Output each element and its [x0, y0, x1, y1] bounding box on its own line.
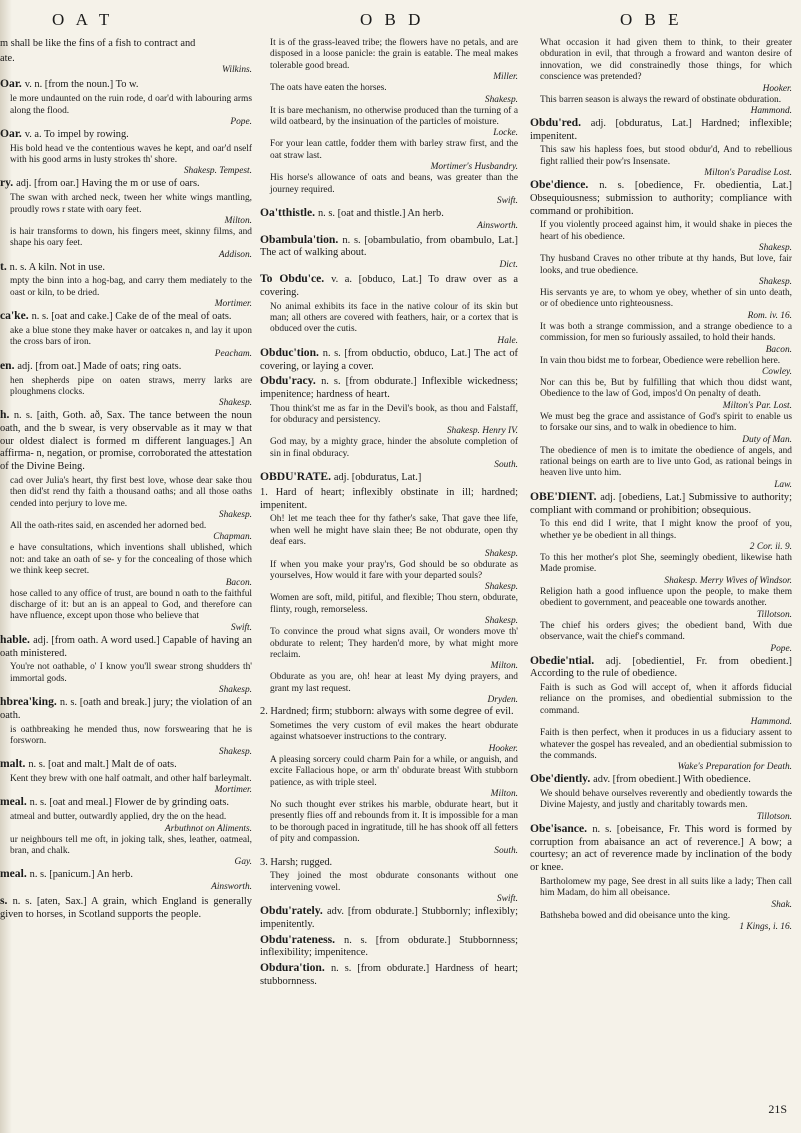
definition: v. n. [from the noun.] To w.: [24, 79, 139, 91]
headword: Obedie'ntial.: [530, 653, 606, 667]
definition: n. s. [aten, Sax.] A grain, which England is generally given to horses, in Scotland supports the people.: [0, 896, 252, 920]
quotation: Kent they brew with one half oatmalt, and other half barleymalt.: [10, 774, 252, 785]
entry-text: [270, 139, 518, 173]
entry-text: [540, 38, 792, 95]
citation: Shakesp.: [218, 398, 252, 409]
quotation: The chief his orders gives; the obedient band, With due observance, wait the chief's command.: [540, 620, 792, 643]
entry-text: [540, 378, 792, 412]
citation: Hooker.: [488, 743, 518, 754]
dictionary-entry: [260, 934, 518, 960]
quotation: atmeal and butter, outwardly applied, dry the on the head.: [10, 812, 227, 823]
entry-text: [540, 412, 792, 446]
citation: Hammond.: [750, 106, 792, 117]
page-number: 21S: [768, 1102, 787, 1116]
headword: t.: [0, 259, 10, 273]
headword: Obdu'red.: [530, 116, 591, 130]
entry-text: [10, 376, 252, 410]
citation: South.: [494, 460, 518, 471]
entry-text: [270, 800, 518, 857]
definition: v. a. [obduco, Lat.] To draw over as a covering.: [260, 274, 518, 298]
entry-text: [270, 755, 518, 800]
definition: ate.: [0, 52, 15, 64]
entry-text: [540, 877, 792, 911]
entry-text: [270, 83, 518, 105]
quotation: In vain thou bidst me to forbear, Obedience were rebellion here.: [540, 355, 781, 366]
definition: 3. Harsh; rugged.: [260, 856, 333, 868]
dictionary-entry: [0, 796, 252, 810]
citation: Pope.: [770, 643, 792, 654]
quotation: His horse's allowance of oats and beans, was greater than the journey required.: [270, 173, 518, 195]
entry-text: [10, 543, 252, 588]
headword: Obdu'racy.: [260, 374, 322, 388]
entry-text: [270, 593, 518, 627]
citation: Dict.: [499, 260, 518, 271]
entry-text: [540, 553, 792, 587]
citation: Shakesp. Tempest.: [183, 166, 252, 177]
citation: Hammond.: [750, 717, 792, 728]
citation: Tillotson.: [756, 609, 792, 620]
entry-text: [270, 106, 518, 140]
dictionary-entry: [0, 261, 252, 275]
quotation: Nor can this be, But by fulfilling that which thou didst want, Obedience to the law of God, impos'd On penalty of death.: [540, 378, 792, 400]
running-head-right: O B E: [620, 10, 683, 29]
citation: Addison.: [218, 249, 252, 260]
citation: South.: [494, 845, 518, 856]
dictionary-entry: [0, 895, 252, 921]
quotation: Oh! let me teach thee for thy father's sake, That gave thee life, when well he might have slain thee; Be not obdurate, open thy deaf ears.: [270, 514, 518, 548]
citation: Shak.: [771, 899, 792, 910]
citation: Gay.: [234, 857, 252, 868]
citation: Tillotson.: [756, 811, 792, 822]
quotation: Women are soft, mild, pitiful, and flexible; Thou stern, obdurate, flinty, rough, remorseless.: [270, 593, 518, 615]
entry-text: [270, 302, 518, 347]
citation: Hale.: [497, 335, 518, 346]
quotation: ake a blue stone they make haver or oatcakes n, and lay it upon the cross bars of iron.: [10, 325, 252, 348]
quotation: All the oath-rites said, en ascended her adorned bed.: [10, 521, 207, 532]
entry-text: [270, 404, 518, 438]
citation: Cowley.: [762, 367, 792, 378]
quotation: To this end did I write, that I might know the proof of you, whether ye be obedient in all things.: [540, 519, 792, 541]
entry-text: [270, 38, 518, 83]
dictionary-entry: [0, 128, 252, 142]
quotation: le more undaunted on the ruin rode, d oar'd with labouring arms along the flood.: [10, 94, 252, 116]
entry-text: [10, 521, 252, 543]
dictionary-entry: [0, 409, 252, 474]
quotation: A pleasing sorcery could charm Pain for a while, or anguish, and excite Fallacious hope, or arm th' obdurate breast With stubborn patience, as with triple steel.: [270, 754, 518, 788]
dictionary-entry: [530, 655, 792, 681]
dictionary-entry: [530, 491, 792, 517]
dictionary-entry: [260, 962, 518, 988]
quotation: What occasion it had given them to think, to their greater obduration in evil, that through a froward and wanton desire of innovation, we did constrainedly those things, for which conscience was pretended?: [540, 38, 792, 83]
quotation: To convince the proud what signs avail, Or wonders move th' obdurate to relent; They harden'd more, by what might more reclaim.: [270, 627, 518, 660]
definition: adj. [obediens, Lat.] Submissive to authority; compliant with command or prohibition; obsequious.: [530, 491, 792, 516]
definition: adj. [obduratus, Lat.] Hardned; inflexible; impenitent.: [530, 118, 792, 142]
citation: Locke.: [493, 128, 518, 139]
entry-text: [540, 254, 792, 288]
quotation: Thou think'st me as far in the Devil's book, as thou and Falstaff, for obduracy and persistency.: [270, 403, 518, 426]
definition: n. s. [aith, Goth. að, Sax. The tance between the noun oath, and the b swear, is very observable as it may w that our oldest dialect is formed m different languages.] An affirma- n, negation, or promise, corroborated the attestation of the Divine Being.: [0, 410, 252, 473]
dictionary-entry: [530, 117, 792, 143]
citation: Hooker.: [762, 83, 792, 94]
citation: Shakesp.: [218, 747, 252, 758]
quotation: cad over Julia's heart, thy first best love, whose dear sake thou then did'st rend thy faith a thousand oaths; and all those oaths cended into perjury to love me.: [10, 475, 252, 509]
headword: Oa'tthistle.: [260, 206, 318, 220]
dictionary-entry: [530, 773, 792, 787]
entry-text: [540, 621, 792, 655]
dictionary-entry: [260, 471, 518, 485]
quotation: This saw his hapless foes, but stood obdur'd, And to rebellious fight rallied their pow'rs Insensate.: [540, 145, 792, 167]
quotation: ur neighbours tell me oft, in joking talk, shes, leather, oatmeal, bran, and chalk.: [10, 834, 252, 856]
citation: Miller.: [493, 72, 518, 83]
definition: v. a. To impel by rowing.: [24, 128, 129, 140]
dictionary-entry: [0, 634, 252, 660]
quotation: We should behave ourselves reverently and obediently towards the Divine Majesty, and justly and charitably towards men.: [540, 789, 792, 811]
definition: 1. Hard of heart; inflexibly obstinate in ill; hardned; impenitent.: [260, 486, 518, 511]
definition: n. s. A kiln. Not in use.: [9, 261, 105, 273]
dictionary-entry: [530, 179, 792, 218]
citation: Shakesp.: [218, 685, 252, 696]
citation: Swift.: [496, 894, 518, 905]
quotation: is hair transforms to down, his fingers meet, skinny films, and shape his oary feet.: [10, 226, 252, 249]
definition: adv. [from obedient.] With obedience.: [593, 774, 751, 786]
quotation: His servants ye are, to whom ye obey, whether of sin unto death, or of obedience unto righteousness.: [540, 287, 792, 310]
entry-text: [270, 173, 518, 207]
headword: Oar.: [0, 126, 25, 140]
headword: Obe'dience.: [530, 178, 600, 192]
citation: Mortimer.: [214, 299, 252, 310]
entry-text: [540, 683, 792, 728]
citation: Mortimer's Husbandry.: [430, 162, 518, 173]
citation: Shakesp.: [484, 94, 518, 105]
quotation: We must beg the grace and assistance of God's spirit to enable us to forsake our sins, and to walk in obedience to him.: [540, 411, 792, 434]
dictionary-entry: [0, 78, 252, 92]
headword: Obdura'tion.: [260, 960, 331, 974]
quotation: mpty the binn into a hog-bag, and carry them mediately to the oast or kiln, to be dried.: [10, 276, 252, 298]
entry-text: [10, 774, 252, 796]
citation: Peacham.: [214, 348, 252, 359]
entry-text: [540, 587, 792, 621]
citation: Swift.: [496, 196, 518, 207]
quotation: No animal exhibits its face in the native colour of its skin but man; all others are covered with feathers, hair, or a cortex that is obduced over the cutis.: [270, 301, 518, 335]
definition: n. s. [obambulatio, from obambulo, Lat.] The act of walking about.: [260, 234, 518, 259]
quotation: His bold head ve the contentious waves he kept, and oar'd nself with his good arms in lusty strokes th' shore.: [10, 143, 252, 166]
citation: Shakesp.: [758, 243, 792, 254]
definition: m shall be like the fins of a fish to contract and: [0, 38, 196, 49]
quotation: It is bare mechanism, no otherwise produced than the turning of a wild oatbeard, by the insinuation of the particles of moisture.: [270, 105, 518, 128]
quotation: hen shepherds pipe on oaten straws, merry larks are ploughmens clocks.: [10, 375, 252, 397]
citation: Ainsworth.: [211, 882, 252, 893]
dictionary-entry: [260, 347, 518, 373]
entry-text: [540, 446, 792, 491]
quotation: The obedience of men is to imitate the obedience of angels, and rational beings on earth are to live unto God, as rational beings in heaven live unto him.: [540, 445, 792, 479]
entry-text: [270, 627, 518, 672]
citation: Rom. iv. 16.: [747, 310, 792, 321]
definition: n. s. [from obdurate.] Hardness of heart; stubbornness.: [260, 962, 518, 987]
entry-text: [540, 288, 792, 322]
headword: Obe'diently.: [530, 772, 594, 786]
quotation: Thy husband Craves no other tribute at thy hands, But love, fair looks, and true obedience.: [540, 254, 792, 276]
column-left: [0, 38, 252, 1123]
citation: Wake's Preparation for Death.: [677, 762, 792, 773]
running-head-middle: O B D: [360, 10, 425, 29]
definition: adj. [from oat.] Made of oats; ring oats.: [17, 360, 182, 372]
quotation: Religion hath a good influence upon the people, to make them obedient to government, and peaceable one towards another.: [540, 586, 792, 609]
citation: Pope.: [230, 116, 252, 127]
headword: ca'ke.: [0, 309, 32, 323]
headword: Obambula'tion.: [260, 232, 343, 246]
citation: Law.: [774, 479, 792, 490]
entry-text: [260, 706, 518, 719]
definition: adj. [from oath. A word used.] Capable of having an oath ministered.: [0, 634, 252, 659]
citation: Swift.: [230, 622, 252, 633]
entry-text: [10, 94, 252, 128]
quotation: If you violently proceed against him, it would shake in pieces the heart of his obedience.: [540, 220, 792, 242]
quotation: Faith is then perfect, when it produces in us a fiduciary assent to whatever the gospel has revealed, and an obediential submission to the commands.: [540, 728, 792, 761]
dictionary-entry: [530, 823, 792, 875]
definition: n. s. [oath and break.] jury; the violation of an oath.: [0, 697, 252, 721]
definition: n. s. [oat and cake.] Cake de of the meal of oats.: [31, 311, 232, 323]
entry-text: [540, 519, 792, 553]
definition: n. s. [from obdurate.] Stubbornness; inflexibility; impenitence.: [260, 934, 518, 959]
entry-text: [10, 326, 252, 360]
headword: To Obdu'ce.: [260, 272, 332, 286]
definition: n. s. [obedience, Fr. obedientia, Lat.] Obsequiousness; submission to authority; compliance with command or prohibition.: [530, 180, 792, 217]
entry-text: [270, 721, 518, 755]
headword: meal.: [0, 795, 30, 809]
entry-text: [10, 227, 252, 261]
quotation: is oathbreaking he mended thus, now forswearing that he is forsworn.: [10, 724, 252, 746]
citation: Mortimer.: [214, 785, 252, 796]
quotation: To this her mother's plot She, seemingly obedient, likewise hath Made promise.: [540, 553, 792, 575]
dictionary-entry: [0, 360, 252, 374]
citation: Shakesp.: [484, 582, 518, 593]
entry-text: [270, 560, 518, 594]
headword: ry.: [0, 176, 17, 190]
entry-text: [270, 871, 518, 905]
definition: n. s. [oat and malt.] Malt de of oats.: [28, 759, 177, 771]
dictionary-entry: [260, 905, 518, 931]
entry-text: [260, 487, 518, 512]
dictionary-entry: [0, 758, 252, 772]
entry-text: [0, 53, 252, 77]
headword: en.: [0, 358, 18, 372]
entry-text: [540, 789, 792, 823]
dictionary-entry: [260, 234, 518, 271]
entry-text: [10, 193, 252, 227]
entry-text: [10, 725, 252, 759]
quotation: Faith is such as God will accept of, when it affords fiducial reliance on the promises, and obediential submission to the command.: [540, 682, 792, 716]
quotation: It is of the grass-leaved tribe; the flowers have no petals, and are disposed in a loose panicle: the grain is eatable. The meal makes tolerable good bread.: [270, 38, 518, 71]
headword: hbrea'king.: [0, 695, 60, 709]
headword: s.: [0, 894, 13, 908]
headword: Obdu'rately.: [260, 904, 328, 918]
entry-text: [540, 911, 792, 933]
running-head-left: O A T: [52, 10, 114, 29]
entry-text: [540, 728, 792, 773]
entry-text: [10, 276, 252, 310]
definition: adj. [obedientiel, Fr. from obedient.] According to the rule of obedience.: [530, 655, 792, 680]
dictionary-entry: [0, 177, 252, 191]
citation: Milton.: [224, 215, 252, 226]
dictionary-entry: [260, 273, 518, 299]
dictionary-entry: [0, 696, 252, 722]
quotation: Bathsheba bowed and did obeisance unto the king.: [540, 910, 731, 921]
quotation: God may, by a mighty grace, hinder the absolute completion of sin in final obduracy.: [270, 437, 518, 459]
entry-text: [270, 437, 518, 471]
definition: adj. [obduratus, Lat.]: [333, 472, 422, 484]
headword: OBE'DIENT.: [530, 489, 601, 503]
headword: Obduc'tion.: [260, 345, 323, 359]
entry-text: [10, 812, 252, 834]
citation: Bacon.: [225, 577, 252, 588]
entry-text: [10, 835, 252, 869]
headword: h.: [0, 408, 14, 422]
citation: Shakesp. Merry Wives of Windsor.: [664, 575, 792, 586]
headword: malt.: [0, 757, 29, 771]
entry-text: [540, 220, 792, 254]
entry-text: [10, 476, 252, 521]
entry-text: [0, 38, 252, 51]
entry-text: [540, 322, 792, 356]
entry-text: [540, 145, 792, 179]
quotation: They joined the most obdurate consonants without one intervening vowel.: [270, 871, 518, 893]
definition: n. s. [from obductio, obduco, Lat.] The act of covering, or laying a cover.: [260, 347, 518, 372]
citation: Ainsworth.: [477, 220, 518, 231]
citation: Milton's Par. Lost.: [722, 400, 792, 411]
entry-text: [10, 589, 252, 634]
entry-text: [10, 144, 252, 178]
quotation: e have consultations, which inventions shall ublished, which not: and take an oath of se- y for the concealing of those which we think keep secret.: [10, 543, 252, 577]
entry-text: [540, 95, 792, 117]
headword: hable.: [0, 632, 34, 646]
headword: meal.: [0, 867, 30, 881]
headword: Obe'isance.: [530, 821, 593, 835]
headword: OBDU'RATE.: [260, 470, 334, 484]
headword: Oar.: [0, 77, 25, 91]
citation: Shakesp.: [484, 616, 518, 627]
citation: Arbuthnot on Aliments.: [164, 823, 252, 834]
quotation: The swan with arched neck, tween her white wings mantling, proudly rows r state with oary feet.: [10, 193, 252, 215]
entry-text: [260, 857, 518, 870]
dictionary-entry: [260, 207, 518, 232]
definition: adj. [from oar.] Having the m or use of oars.: [16, 178, 200, 190]
quotation: Bartholomew my page, See drest in all suits like a lady; Then call him Madam, do him all obeisance.: [540, 876, 792, 899]
entry-text: [10, 662, 252, 696]
dictionary-entry: [260, 375, 518, 401]
quotation: Obdurate as you are, oh! hear at least My dying prayers, and grant my last request.: [270, 672, 518, 694]
citation: Wilkins.: [222, 65, 252, 76]
entry-text: [270, 672, 518, 706]
citation: Shakesp.: [218, 510, 252, 521]
definition: adv. [from obdurate.] Stubbornly; inflexibly; impenitently.: [260, 906, 518, 930]
quotation: Sometimes the very custom of evil makes the heart obdurate against whatsoever instructions to the contrary.: [270, 720, 518, 743]
entry-text: [540, 356, 792, 378]
quotation: The oats have eaten the horses.: [270, 83, 387, 94]
citation: Duty of Man.: [742, 434, 792, 445]
citation: Milton.: [490, 661, 518, 672]
citation: Milton's Paradise Lost.: [704, 168, 792, 179]
citation: Shakesp.: [484, 548, 518, 559]
entry-text: [270, 514, 518, 559]
citation: Dryden.: [487, 695, 518, 706]
definition: 2. Hardned; firm; stubborn: always with some degree of evil.: [260, 706, 514, 718]
citation: Shakesp.: [758, 276, 792, 287]
citation: 1 Kings, i. 16.: [739, 921, 792, 932]
citation: Chapman.: [213, 532, 252, 543]
quotation: You're not oathable, o' I know you'll swear strong shudders th' immortal gods.: [10, 662, 252, 684]
column-middle: [260, 38, 518, 1123]
dictionary-entry: [0, 310, 252, 324]
definition: n. s. [oat and thistle.] An herb.: [317, 208, 444, 220]
citation: 2 Cor. ii. 9.: [749, 542, 792, 553]
definition: n. s. [panicum.] An herb.: [29, 869, 133, 881]
citation: Shakesp. Henry IV.: [446, 426, 518, 437]
quotation: For your lean cattle, fodder them with barley straw first, and the oat straw last.: [270, 139, 518, 161]
citation: Milton.: [490, 788, 518, 799]
quotation: This barren season is always the reward of obstinate obduration.: [540, 94, 782, 105]
quotation: hose called to any office of trust, are bound n oath to the faithful discharge of it: but an is an appeal to God, and therefore can have nfluence, except upon those who believe that: [10, 588, 252, 622]
definition: n. s. [from obdurate.] Inflexible wickedness; impenitence; hardness of heart.: [260, 376, 518, 400]
quotation: If when you make your pray'rs, God should be so obdurate as yourselves, How would it fare with your departed souls?: [270, 559, 518, 581]
quotation: No such thought ever strikes his marble, obdurate heart, but it presently flies off and rebounds from it. It is impossible for a man to be thorough paced in ingratitude, till he has shook off all fetters of pity and compassion.: [270, 799, 518, 845]
definition: n. s. [oat and meal.] Flower de by grinding oats.: [29, 797, 230, 809]
definition: n. s. [obeisance, Fr. This word is formed by corruption from abaisance an act of reverence.] A bow; a courtesy; an act of reverence made by inclination of the body or knee.: [530, 823, 792, 873]
quotation: It was both a strange commission, and a strange obedience to a commission, for men so furiously assailed, to hold their hands.: [540, 321, 792, 344]
citation: Bacon.: [765, 344, 792, 355]
dictionary-entry: [0, 868, 252, 893]
column-right: [530, 38, 792, 1123]
headword: Obdu'rateness.: [260, 932, 344, 946]
